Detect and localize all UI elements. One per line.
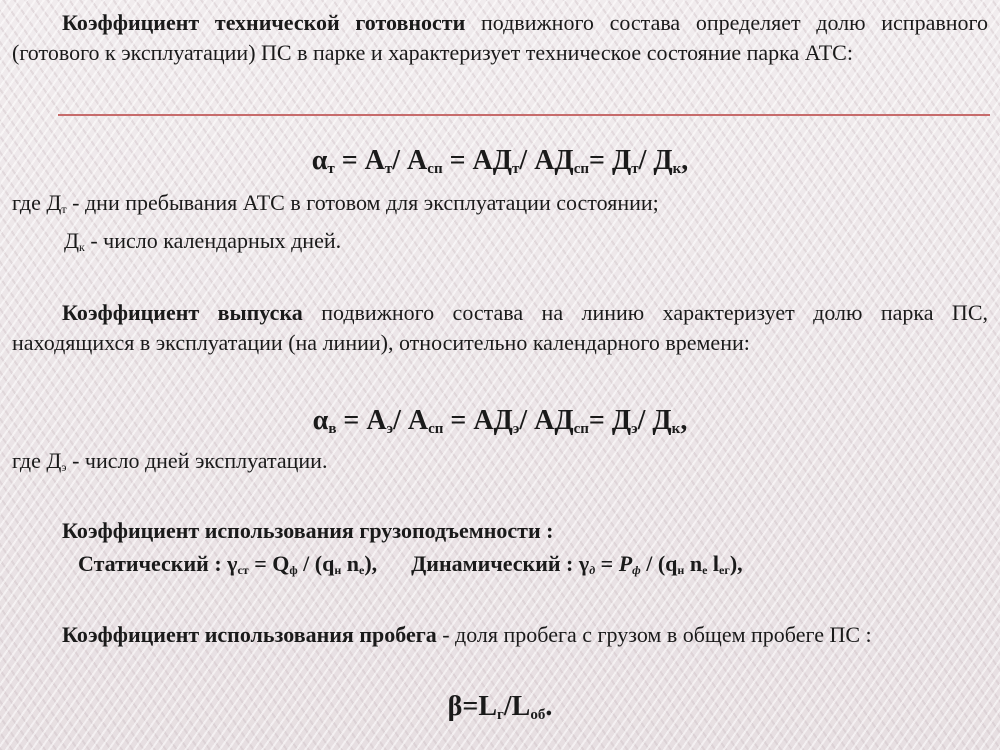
divider-line <box>58 114 990 116</box>
paragraph-text: подвижного состава определяет долю исправного (готового к эксплуатации) ПС в парке и характеризует техническое состояние парка АТС: <box>12 10 988 65</box>
formula-beta: $\beta=L_г/L_{об}$. <box>447 691 553 723</box>
formula-alpha-t: $\alpha_т = А_т/$ $А_{сп} = АД_т/$ $АД_{сп}= Д_т/$ $Д_к$, <box>311 145 689 177</box>
dynamic-label: Динамический : <box>411 551 579 576</box>
formula-alpha-v: $\alpha_в = А_э/$ $А_{сп} = АД_э/$ $АД_{сп}= Д_э/$ $Д_к$, <box>312 405 688 437</box>
heading-capacity-coef: Коэффициент использования грузоподъемности : <box>62 518 554 543</box>
static-label: Статический : <box>78 551 228 576</box>
term-release-coef: Коэффициент выпуска <box>62 300 303 325</box>
paragraph-text: подвижного состава на линию характеризует долю парка ПС, находящихся в эксплуатации (на линии), относительно календарного времени: <box>12 300 988 355</box>
formula-capacity: Статический : $\gamma_{ст} = Q_ф / (q_н$ $n_е$), Динамический : $\gamma_д = P_ф / (q_н$ $n_е$ $l_{ег}$), <box>78 551 743 577</box>
paragraph-mileage-coef <box>12 620 988 650</box>
definition-dt: где $Д_т$ - дни пребывания АТС в готовом для эксплуатации состоянии; <box>12 190 659 216</box>
paragraph-text: - доля пробега с грузом в общем пробеге ПС : <box>436 622 872 647</box>
paragraph-release-coef <box>12 298 988 358</box>
paragraph-tech-readiness <box>12 8 988 68</box>
term-mileage-coef: Коэффициент использования пробега <box>62 622 437 647</box>
definition-dk: $Д_к$ - число календарных дней. <box>64 228 342 254</box>
definition-de: где $Д_э$ - число дней эксплуатации. <box>12 448 328 474</box>
term-tech-readiness: Коэффициент технической готовности <box>62 10 466 35</box>
